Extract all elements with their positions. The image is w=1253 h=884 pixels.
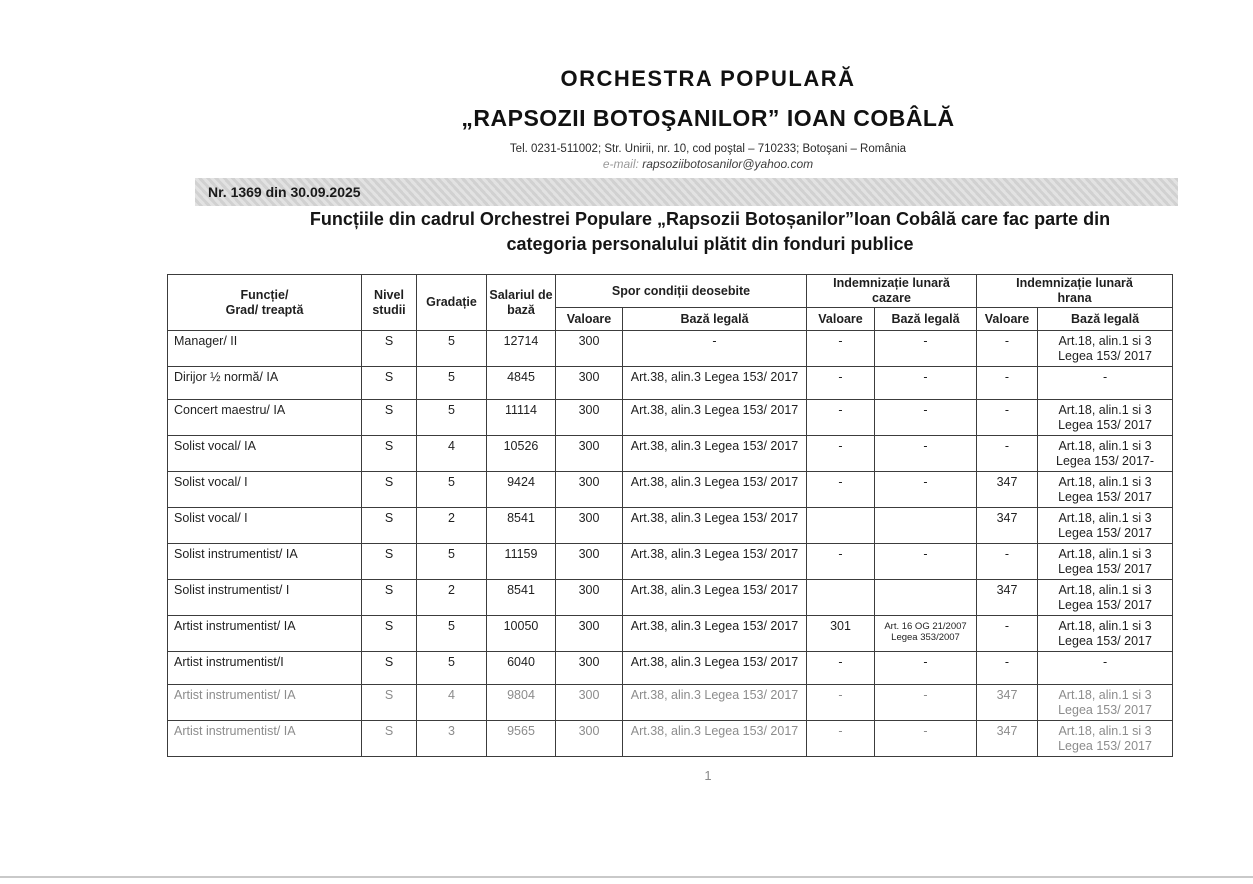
table-row — [168, 367, 1173, 400]
table-body — [168, 331, 1173, 757]
cell-functie: Solist vocal/ IA — [168, 436, 362, 472]
cell-gradatie: 5 — [417, 652, 487, 685]
cell-caz-baza: - — [875, 472, 977, 508]
scan-edge-line — [0, 876, 1253, 878]
cell-gradatie: 5 — [417, 472, 487, 508]
cell-salariu: 11114 — [487, 400, 556, 436]
cell-caz-val: - — [807, 472, 875, 508]
col-header-functie — [168, 275, 362, 331]
cell-gradatie: 5 — [417, 367, 487, 400]
cell-caz-baza: - — [875, 721, 977, 757]
cell-caz-val: - — [807, 544, 875, 580]
cell-salariu: 10050 — [487, 616, 556, 652]
cell-hr-val: - — [977, 331, 1038, 367]
cell-spor-baza: Art.38, alin.3 Legea 153/ 2017 — [623, 685, 807, 721]
cell-caz-val: - — [807, 721, 875, 757]
cell-salariu: 4845 — [487, 367, 556, 400]
cell-gradatie: 3 — [417, 721, 487, 757]
table-row — [168, 331, 1173, 367]
cell-spor-baza: Art.38, alin.3 Legea 153/ 2017 — [623, 400, 807, 436]
cell-gradatie: 5 — [417, 400, 487, 436]
cell-salariu: 9565 — [487, 721, 556, 757]
registration-highlight-bar — [195, 178, 1178, 206]
organization-subtitle: „RAPSOZII BOTOŞANILOR” IOAN COBÂLĂ — [461, 105, 955, 131]
table-row — [168, 685, 1173, 721]
cell-spor-val: 300 — [556, 616, 623, 652]
cell-spor-baza: Art.38, alin.3 Legea 153/ 2017 — [623, 544, 807, 580]
registration-number: Nr. 1369 din 30.09.2025 — [208, 184, 361, 200]
cell-caz-baza: - — [875, 400, 977, 436]
cell-hr-baza: Art.18, alin.1 si 3 Legea 153/ 2017 — [1038, 400, 1173, 436]
subheader-spor-baza-legala: Bază legală — [623, 308, 807, 331]
cell-gradatie: 2 — [417, 508, 487, 544]
cell-spor-baza: Art.38, alin.3 Legea 153/ 2017 — [623, 367, 807, 400]
cell-spor-val: 300 — [556, 508, 623, 544]
subheader-cazare-valoare: Valoare — [807, 308, 875, 331]
cell-spor-val: 300 — [556, 721, 623, 757]
cell-caz-val — [807, 508, 875, 544]
cell-caz-val: - — [807, 367, 875, 400]
cell-spor-val: 300 — [556, 436, 623, 472]
cell-caz-val: - — [807, 331, 875, 367]
cell-hr-baza: Art.18, alin.1 si 3 Legea 153/ 2017 — [1038, 472, 1173, 508]
cell-caz-val — [807, 580, 875, 616]
cell-spor-baza: Art.38, alin.3 Legea 153/ 2017 — [623, 472, 807, 508]
cell-caz-baza — [875, 580, 977, 616]
cell-nivel: S — [362, 367, 417, 400]
cell-hr-val: 347 — [977, 472, 1038, 508]
cell-nivel: S — [362, 331, 417, 367]
cell-hr-baza: - — [1038, 652, 1173, 685]
group-header-cazare-line2: cazare — [872, 291, 911, 305]
cell-salariu: 10526 — [487, 436, 556, 472]
cell-nivel: S — [362, 616, 417, 652]
email-line — [163, 157, 1253, 171]
cell-nivel: S — [362, 400, 417, 436]
cell-functie: Solist instrumentist/ I — [168, 580, 362, 616]
cell-spor-baza: Art.38, alin.3 Legea 153/ 2017 — [623, 652, 807, 685]
cell-functie: Solist instrumentist/ IA — [168, 544, 362, 580]
cell-hr-baza: Art.18, alin.1 si 3 Legea 153/ 2017 — [1038, 331, 1173, 367]
subheader-hrana-valoare: Valoare — [977, 308, 1038, 331]
cell-hr-baza: Art.18, alin.1 si 3 Legea 153/ 2017 — [1038, 616, 1173, 652]
group-header-hrana-line2: hrana — [1057, 291, 1092, 305]
cell-caz-baza: - — [875, 367, 977, 400]
table-row — [168, 400, 1173, 436]
cell-spor-baza: Art.38, alin.3 Legea 153/ 2017 — [623, 721, 807, 757]
cell-gradatie: 5 — [417, 544, 487, 580]
document-title-line2: categoria personalului plătit din fonduri publice — [506, 234, 914, 254]
cell-caz-baza: - — [875, 685, 977, 721]
cell-gradatie: 4 — [417, 685, 487, 721]
cell-spor-val: 300 — [556, 400, 623, 436]
cell-hr-val: - — [977, 544, 1038, 580]
salary-table — [167, 274, 1173, 757]
cell-spor-baza: Art.38, alin.3 Legea 153/ 2017 — [623, 580, 807, 616]
cell-caz-baza: - — [875, 544, 977, 580]
cell-salariu: 9804 — [487, 685, 556, 721]
cell-hr-baza: Art.18, alin.1 si 3 Legea 153/ 2017 — [1038, 544, 1173, 580]
cell-gradatie: 5 — [417, 331, 487, 367]
table-row — [168, 472, 1173, 508]
organization-title: ORCHESTRA POPULARĂ — [560, 66, 856, 91]
cell-functie: Artist instrumentist/ IA — [168, 721, 362, 757]
col-header-functie-line1: Funcție/ — [240, 287, 289, 302]
cell-hr-val: - — [977, 652, 1038, 685]
subheader-cazare-baza-legala: Bază legală — [875, 308, 977, 331]
cell-hr-baza: - — [1038, 367, 1173, 400]
salary-table-wrapper — [167, 274, 1173, 757]
cell-functie: Manager/ II — [168, 331, 362, 367]
email-address: rapsoziibotosanilor@yahoo.com — [642, 157, 814, 171]
table-row — [168, 721, 1173, 757]
col-header-nivel-studii: Nivel studii — [362, 275, 417, 331]
cell-salariu: 8541 — [487, 580, 556, 616]
cell-functie: Artist instrumentist/ IA — [168, 616, 362, 652]
cell-hr-baza: Art.18, alin.1 si 3 Legea 153/ 2017 — [1038, 508, 1173, 544]
cell-nivel: S — [362, 544, 417, 580]
page-number: 1 — [704, 768, 712, 783]
cell-gradatie: 5 — [417, 616, 487, 652]
cell-caz-val: - — [807, 685, 875, 721]
cell-functie: Solist vocal/ I — [168, 472, 362, 508]
table-row — [168, 508, 1173, 544]
cell-hr-val: - — [977, 616, 1038, 652]
table-header-row-1 — [168, 275, 1173, 308]
group-header-cazare-line1: Indemnizație lunară — [833, 276, 950, 290]
cell-spor-val: 300 — [556, 544, 623, 580]
cell-spor-baza: Art.38, alin.3 Legea 153/ 2017 — [623, 436, 807, 472]
email-label: e-mail: — [602, 157, 639, 171]
cell-hr-baza: Art.18, alin.1 si 3 Legea 153/ 2017 — [1038, 721, 1173, 757]
cell-gradatie: 4 — [417, 436, 487, 472]
col-header-gradatie: Gradație — [417, 275, 487, 331]
col-header-functie-line2: Grad/ treaptă — [225, 302, 304, 317]
cell-salariu: 9424 — [487, 472, 556, 508]
document-title-line1: Funcțiile din cadrul Orchestrei Populare „Rapsozii Botoșanilor”Ioan Cobâlă care fac parte din — [309, 209, 1111, 229]
cell-caz-baza: - — [875, 652, 977, 685]
cell-caz-val: - — [807, 436, 875, 472]
cell-gradatie: 2 — [417, 580, 487, 616]
cell-spor-val: 300 — [556, 331, 623, 367]
table-row — [168, 652, 1173, 685]
table-row — [168, 436, 1173, 472]
cell-spor-val: 300 — [556, 580, 623, 616]
cell-spor-val: 300 — [556, 685, 623, 721]
cell-caz-val: - — [807, 400, 875, 436]
cell-caz-baza: Art. 16 OG 21/2007 Legea 353/2007 — [875, 616, 977, 652]
cell-functie: Dirijor ½ normă/ IA — [168, 367, 362, 400]
cell-hr-baza: Art.18, alin.1 si 3 Legea 153/ 2017- — [1038, 436, 1173, 472]
col-header-salariul-de-baza: Salariul de bază — [487, 275, 556, 331]
cell-functie: Artist instrumentist/ IA — [168, 685, 362, 721]
cell-nivel: S — [362, 685, 417, 721]
subheader-spor-valoare: Valoare — [556, 308, 623, 331]
cell-nivel: S — [362, 580, 417, 616]
cell-spor-baza: Art.38, alin.3 Legea 153/ 2017 — [623, 616, 807, 652]
cell-functie: Concert maestru/ IA — [168, 400, 362, 436]
group-header-indemnizatie-cazare — [807, 275, 977, 308]
group-header-indemnizatie-hrana — [977, 275, 1173, 308]
document-title — [220, 207, 1200, 257]
cell-caz-val: - — [807, 652, 875, 685]
cell-hr-baza: Art.18, alin.1 si 3 Legea 153/ 2017 — [1038, 580, 1173, 616]
cell-hr-val: - — [977, 367, 1038, 400]
letterhead — [163, 66, 1253, 171]
cell-hr-val: - — [977, 400, 1038, 436]
cell-nivel: S — [362, 472, 417, 508]
cell-salariu: 8541 — [487, 508, 556, 544]
table-head — [168, 275, 1173, 331]
group-header-spor-conditii: Spor condiții deosebite — [556, 275, 807, 308]
group-header-hrana-line1: Indemnizație lunară — [1016, 276, 1133, 290]
table-row — [168, 544, 1173, 580]
cell-functie: Solist vocal/ I — [168, 508, 362, 544]
contact-line: Tel. 0231-511002; Str. Unirii, nr. 10, cod poştal – 710233; Botoşani – România — [509, 143, 907, 155]
cell-salariu: 12714 — [487, 331, 556, 367]
cell-spor-baza: - — [623, 331, 807, 367]
cell-caz-baza: - — [875, 436, 977, 472]
cell-salariu: 11159 — [487, 544, 556, 580]
cell-hr-val: 347 — [977, 508, 1038, 544]
cell-nivel: S — [362, 436, 417, 472]
cell-nivel: S — [362, 652, 417, 685]
table-row — [168, 580, 1173, 616]
cell-hr-val: 347 — [977, 685, 1038, 721]
subheader-hrana-baza-legala: Bază legală — [1038, 308, 1173, 331]
cell-salariu: 6040 — [487, 652, 556, 685]
cell-hr-val: 347 — [977, 721, 1038, 757]
cell-spor-val: 300 — [556, 652, 623, 685]
cell-nivel: S — [362, 721, 417, 757]
cell-spor-val: 300 — [556, 472, 623, 508]
cell-spor-val: 300 — [556, 367, 623, 400]
cell-spor-baza: Art.38, alin.3 Legea 153/ 2017 — [623, 508, 807, 544]
cell-hr-val: - — [977, 436, 1038, 472]
cell-nivel: S — [362, 508, 417, 544]
cell-caz-baza — [875, 508, 977, 544]
cell-caz-baza: - — [875, 331, 977, 367]
cell-functie: Artist instrumentist/I — [168, 652, 362, 685]
cell-hr-baza: Art.18, alin.1 si 3 Legea 153/ 2017 — [1038, 685, 1173, 721]
cell-caz-val: 301 — [807, 616, 875, 652]
cell-hr-val: 347 — [977, 580, 1038, 616]
table-row — [168, 616, 1173, 652]
